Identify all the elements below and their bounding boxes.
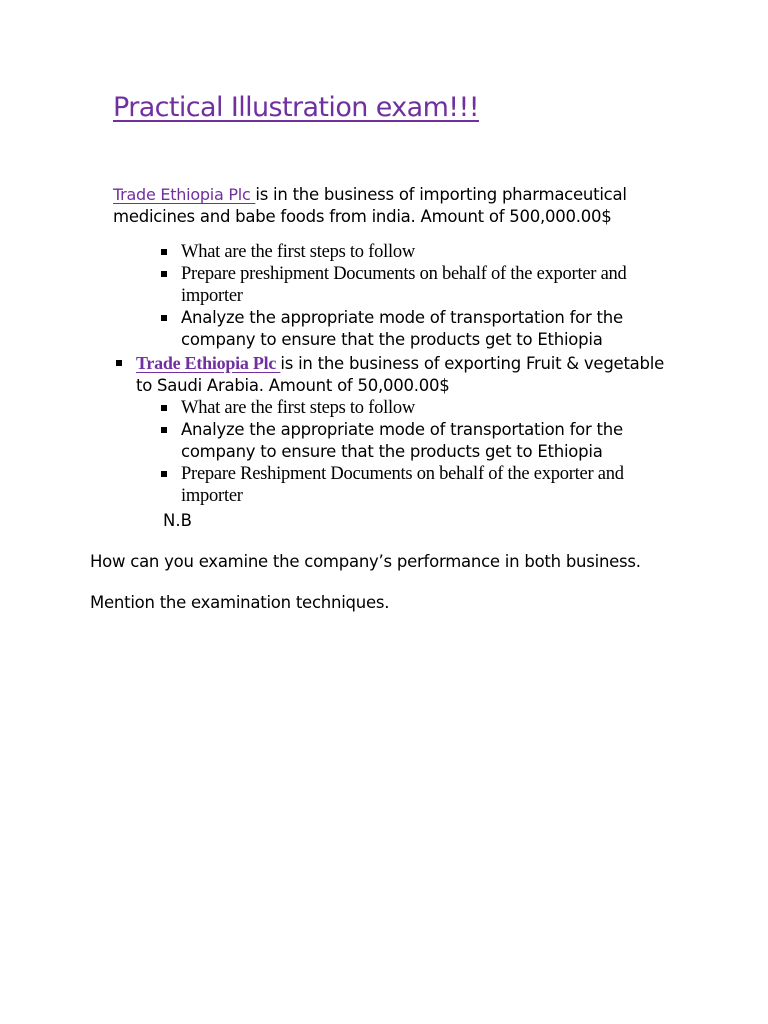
square-bullet-icon	[161, 471, 167, 477]
question-performance: How can you examine the company’s performance in both business.	[90, 552, 641, 571]
list-item-text: Analyze the appropriate mode of transportation for the company to ensure that the products get to Ethiopia	[181, 308, 623, 349]
case1-task-list	[181, 241, 681, 351]
square-bullet-icon	[161, 271, 167, 277]
square-bullet-icon	[116, 360, 122, 366]
case2-list	[136, 352, 681, 397]
list-item	[181, 463, 681, 507]
page-title: Practical Illustration exam!!!	[113, 92, 479, 123]
list-item-text: Analyze the appropriate mode of transportation for the company to ensure that the products get to Ethiopia	[181, 420, 623, 461]
list-item	[181, 419, 681, 463]
list-item	[181, 397, 681, 419]
list-item	[136, 352, 681, 397]
list-item-text: Prepare preshipment Documents on behalf of the exporter and importer	[181, 264, 627, 306]
case2-company-name: Trade Ethiopia Plc	[136, 353, 281, 373]
list-item	[181, 241, 681, 263]
square-bullet-icon	[161, 315, 167, 321]
list-item-text: What are the first steps to follow	[181, 242, 415, 262]
list-item	[181, 263, 681, 307]
list-item	[181, 307, 681, 351]
square-bullet-icon	[161, 249, 167, 255]
note-label: N.B	[163, 511, 192, 530]
case1-description: is in the business of importing pharmaceutical medicines and babe foods from india. Amount of 500,000.00$	[113, 185, 627, 226]
square-bullet-icon	[161, 427, 167, 433]
question-techniques: Mention the examination techniques.	[90, 593, 390, 612]
case2-description: is in the business of exporting Fruit & vegetable to Saudi Arabia. Amount of 50,000.00$	[136, 354, 664, 395]
square-bullet-icon	[161, 405, 167, 411]
case1-company-name: Trade Ethiopia Plc	[113, 185, 256, 204]
case1-paragraph	[113, 184, 673, 228]
list-item-text: What are the first steps to follow	[181, 398, 415, 418]
list-item-text: Prepare Reshipment Documents on behalf of the exporter and importer	[181, 464, 624, 506]
case2-task-list	[181, 397, 681, 507]
